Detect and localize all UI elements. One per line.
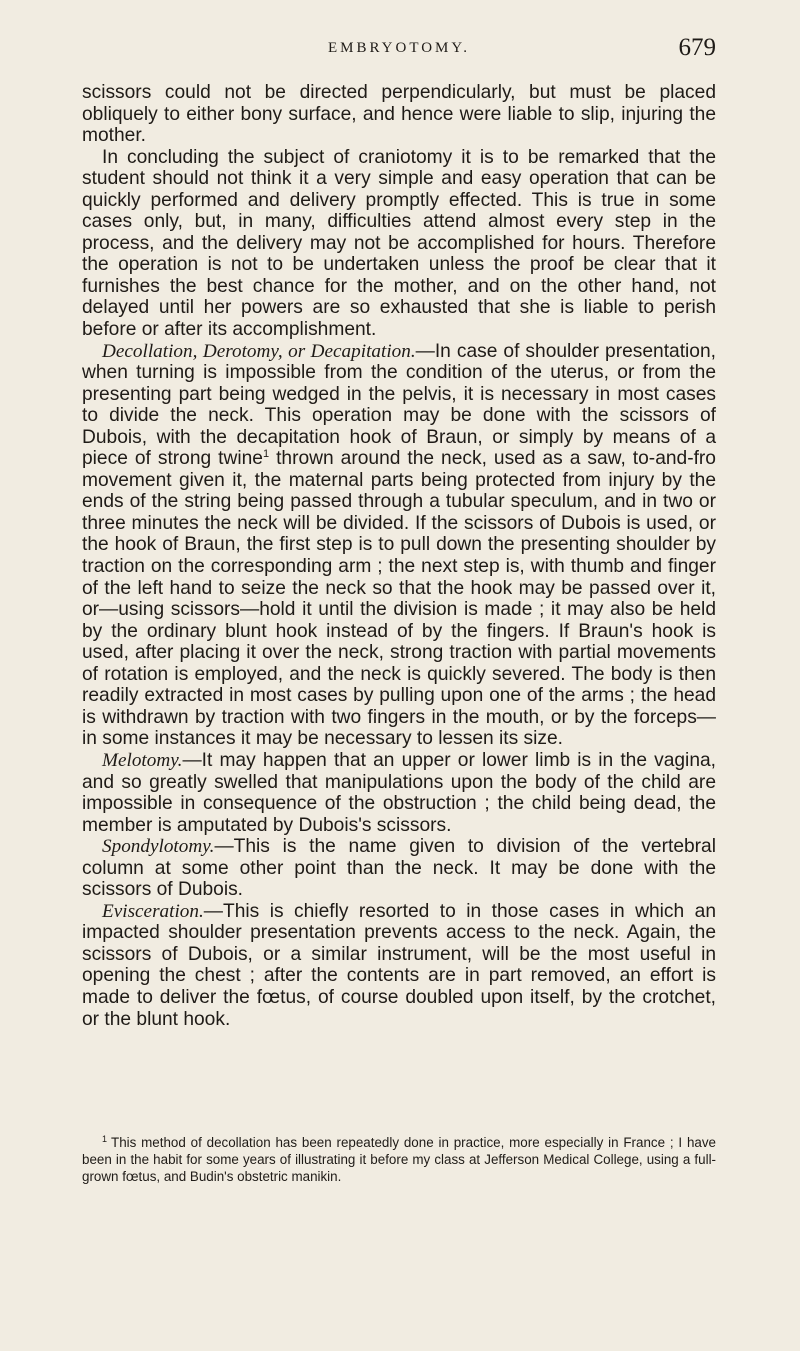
- paragraph-decollation: [82, 341, 716, 750]
- paragraph-text: —This is chiefly resorted to in those cases in which an impacted shoulder presentation prevents access to the neck. Again, the scissors of Dubois, or a similar instrument, will be the most useful in opening the chest ; after the contents are in part removed, an effort is made to deliver the fœtus, of course doubled upon itself, by the crotchet, or the blunt hook.: [82, 900, 716, 1030]
- paragraph-spondylotomy: [82, 836, 716, 901]
- footnote-mark: 1: [102, 1134, 108, 1144]
- paragraph-evisceration: [82, 901, 716, 1030]
- paragraph-text: —In case of shoulder presentation, when turning is impossible from the condition of the uterus, or from the presenting part being wedged in the pelvis, it is necessary in most cases to divide the neck. This operation may be done with the scissors of Dubois, with the decapitation hook of Braun, or simply by means of a piece of strong twine: [82, 340, 716, 470]
- page-header: [82, 34, 716, 74]
- paragraph-text: In concluding the subject of craniotomy it is to be remarked that the student should not think it a very simple and easy operation that can be quickly performed and delivery promptly effected. This is true in some cases only, but, in many, difficulties attend almost every step in the process, and the delivery may not be accomplished for hours. Therefore the operation is not to be undertaken unless the proof be clear that it furnishes the best chance for the mother, and on the other hand, not delayed until her powers are so exhausted that she is liable to perish before or after its accomplishment.: [82, 146, 716, 341]
- page-number: 679: [678, 34, 716, 61]
- paragraph-text: —It may happen that an upper or lower limb is in the vagina, and so greatly swelled that manipulations upon the body of the child are impossible in consequence of the obstruction ; the child being dead, the member is amputated by Dubois's scissors.: [82, 749, 716, 836]
- paragraph-continuation: [82, 82, 716, 147]
- footnote: [82, 1134, 716, 1185]
- run-in-heading: Evisceration.: [102, 900, 204, 922]
- paragraph-melotomy: [82, 750, 716, 836]
- footnote-reference[interactable]: 1: [262, 448, 270, 461]
- paragraph-text: thrown around the neck, used as a saw, to-and-fro movement given it, the maternal parts being protected from injury by the ends of the string being passed through a tubular speculum, and in two or three minutes the neck will be divided. If the scissors of Dubois is used, or the hook of Braun, the first step is to pull down the presenting shoulder by traction on the corresponding arm ; the next step is, with thumb and finger of the left hand to seize the neck so that the hook may be passed over it, or—using scissors—hold it until the division is made ; it may also be held by the ordinary blunt hook instead of by the fingers. If Braun's hook is used, after placing it over the neck, strong traction with partial movements of rotation is employed, and the neck is quickly severed. The body is then readily extracted in most cases by pulling upon one of the arms ; the head is withdrawn by traction with two fingers in the mouth, or by the forceps—in some instances it may be necessary to lessen its size.: [82, 448, 716, 750]
- paragraph-text: scissors could not be directed perpendicularly, but must be placed obliquely to either bony surface, and hence were liable to slip, injuring the mother.: [82, 82, 716, 147]
- run-in-heading: Decollation, Derotomy, or Decapitation.: [102, 340, 416, 362]
- paragraph-text: —This is the name given to division of the vertebral column at some other point than the neck. It may be done with the scissors of Dubois.: [82, 836, 716, 901]
- footnote-text: This method of decollation has been repeatedly done in practice, more especially in France ; I have been in the habit for some years of illustrating it before my class at Jefferson Medical College, using a full-grown fœtus, and Budin's obstetric manikin.: [82, 1135, 716, 1184]
- body-text: [82, 82, 716, 1030]
- run-in-heading: Melotomy.: [102, 749, 183, 771]
- paragraph-craniotomy-conclusion: [82, 147, 716, 341]
- run-in-heading: Spondylotomy.: [102, 836, 215, 858]
- running-head: EMBRYOTOMY.: [327, 40, 471, 56]
